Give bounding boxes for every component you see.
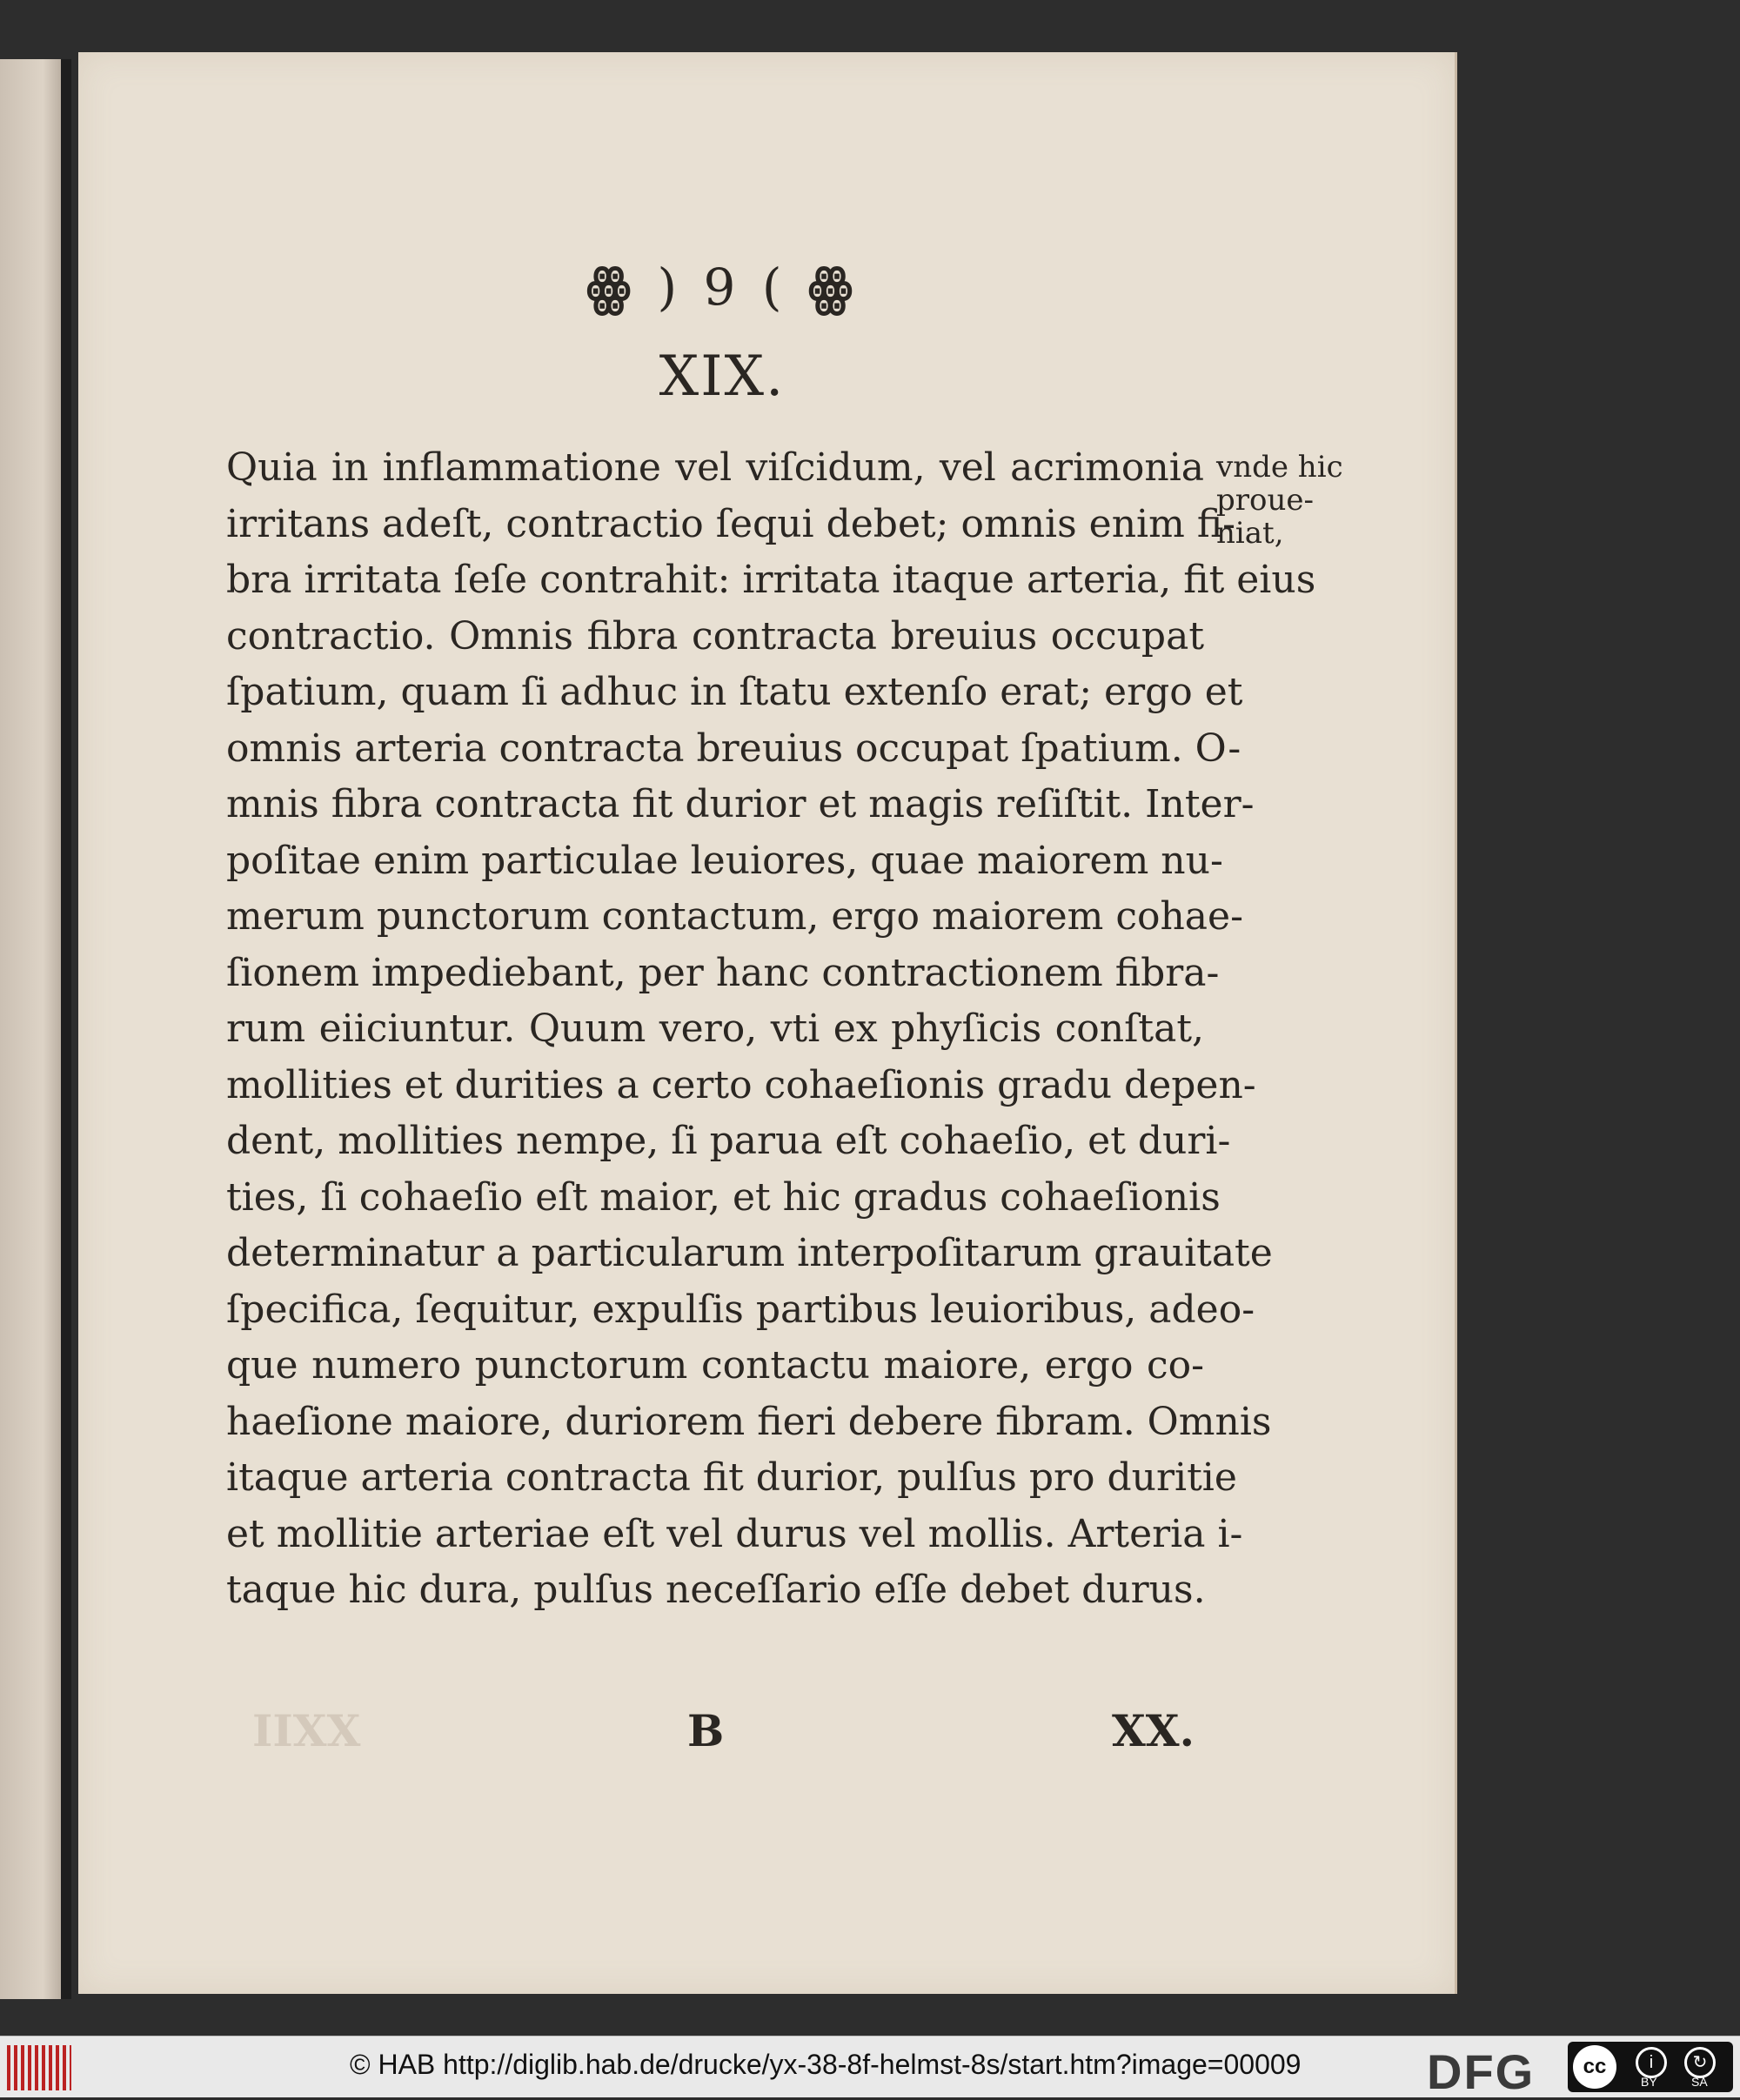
marginal-note-line: vnde hic	[1216, 450, 1343, 485]
viewer-footer-bar	[0, 2036, 1740, 2097]
text-line: determinatur a particularum interpoſitarum grauitate	[226, 1231, 1273, 1275]
text-line: mollities et durities a certo cohaeſionis gradu depen-	[226, 1062, 1256, 1107]
text-line: omnis arteria contracta breuius occupat ſpatium. O-	[226, 726, 1241, 771]
dfg-logo[interactable]: DFG	[1427, 2044, 1536, 2099]
bleed-through-text: IIXX	[252, 1705, 361, 1756]
hab-logo-icon[interactable]	[7, 2045, 71, 2090]
text-line: bra irritata ſeſe contrahit: irritata itaque arteria, fit eius	[226, 558, 1316, 602]
text-line: rum eiiciuntur. Quum vero, vti ex phyſicis conſtat,	[226, 1007, 1204, 1051]
text-line: poſitae enim particulae leuiores, quae maiorem nu-	[226, 838, 1223, 883]
sa-label: SA	[1691, 2075, 1708, 2089]
marginal-note	[1216, 451, 1347, 550]
text-line: ſpecifica, ſequitur, expulſis partibus leuioribus, adeo-	[226, 1287, 1255, 1332]
by-label: BY	[1641, 2075, 1657, 2089]
text-line: dent, mollities nempe, ſi parua eſt cohaeſio, et duri-	[226, 1119, 1231, 1163]
text-line: itaque arteria contracta fit durior, pulſus pro duritie	[226, 1455, 1237, 1500]
text-line: ties, ſi cohaeſio eſt maior, et hic gradus cohaeſionis	[226, 1174, 1221, 1220]
signature-mark: B	[687, 1705, 725, 1756]
page-number: ) 9 (	[657, 257, 787, 317]
cc-icon: cc	[1573, 2045, 1616, 2089]
ornament-right-icon: ꙮ	[807, 257, 858, 317]
text-line: ſpatium, quam ſi adhuc in ſtatu extenſo erat; ergo et	[226, 670, 1243, 714]
text-line: irritans adeſt, contractio ſequi debet; omnis enim fi-	[226, 501, 1236, 546]
text-line: Quia in inflammatione vel viſcidum, vel acrimonia	[226, 445, 1204, 490]
text-line: taque hic dura, pulſus neceſſario eſſe debet durus.	[226, 1568, 1206, 1612]
text-line: haeſione maiore, duriorem fieri debere fibram. Omnis	[226, 1399, 1272, 1444]
source-credit-link[interactable]: © HAB http://diglib.hab.de/drucke/yx-38-8f-helmst-8s/start.htm?image=00009	[350, 2049, 1302, 2080]
marginal-note-line: niat,	[1216, 516, 1284, 551]
running-header	[78, 257, 1366, 317]
text-line: contractio. Omnis fibra contracta breuius occupat	[226, 613, 1204, 659]
catchword: XX.	[1112, 1705, 1195, 1756]
section-number: XIX.	[659, 344, 786, 409]
marginal-note-line: proue-	[1216, 483, 1314, 518]
text-line: merum punctorum contactum, ergo maiorem cohae-	[226, 894, 1243, 939]
book-gutter	[61, 59, 71, 1999]
text-line: ſionem impediebant, per hanc contractionem fibra-	[226, 950, 1220, 995]
cc-license-badge[interactable]	[1568, 2042, 1733, 2092]
sa-icon: ↻	[1684, 2047, 1716, 2078]
by-icon: i	[1636, 2047, 1667, 2078]
ornament-left-icon: ꙮ	[586, 257, 637, 317]
text-line: et mollitie arteriae eſt vel durus vel mollis. Arteria i-	[226, 1511, 1243, 1556]
book-page	[78, 52, 1457, 1994]
text-line: mnis fibra contracta fit durior et magis reſiſtit. Inter-	[226, 782, 1255, 826]
text-line: que numero punctorum contactu maiore, ergo co-	[226, 1343, 1204, 1388]
